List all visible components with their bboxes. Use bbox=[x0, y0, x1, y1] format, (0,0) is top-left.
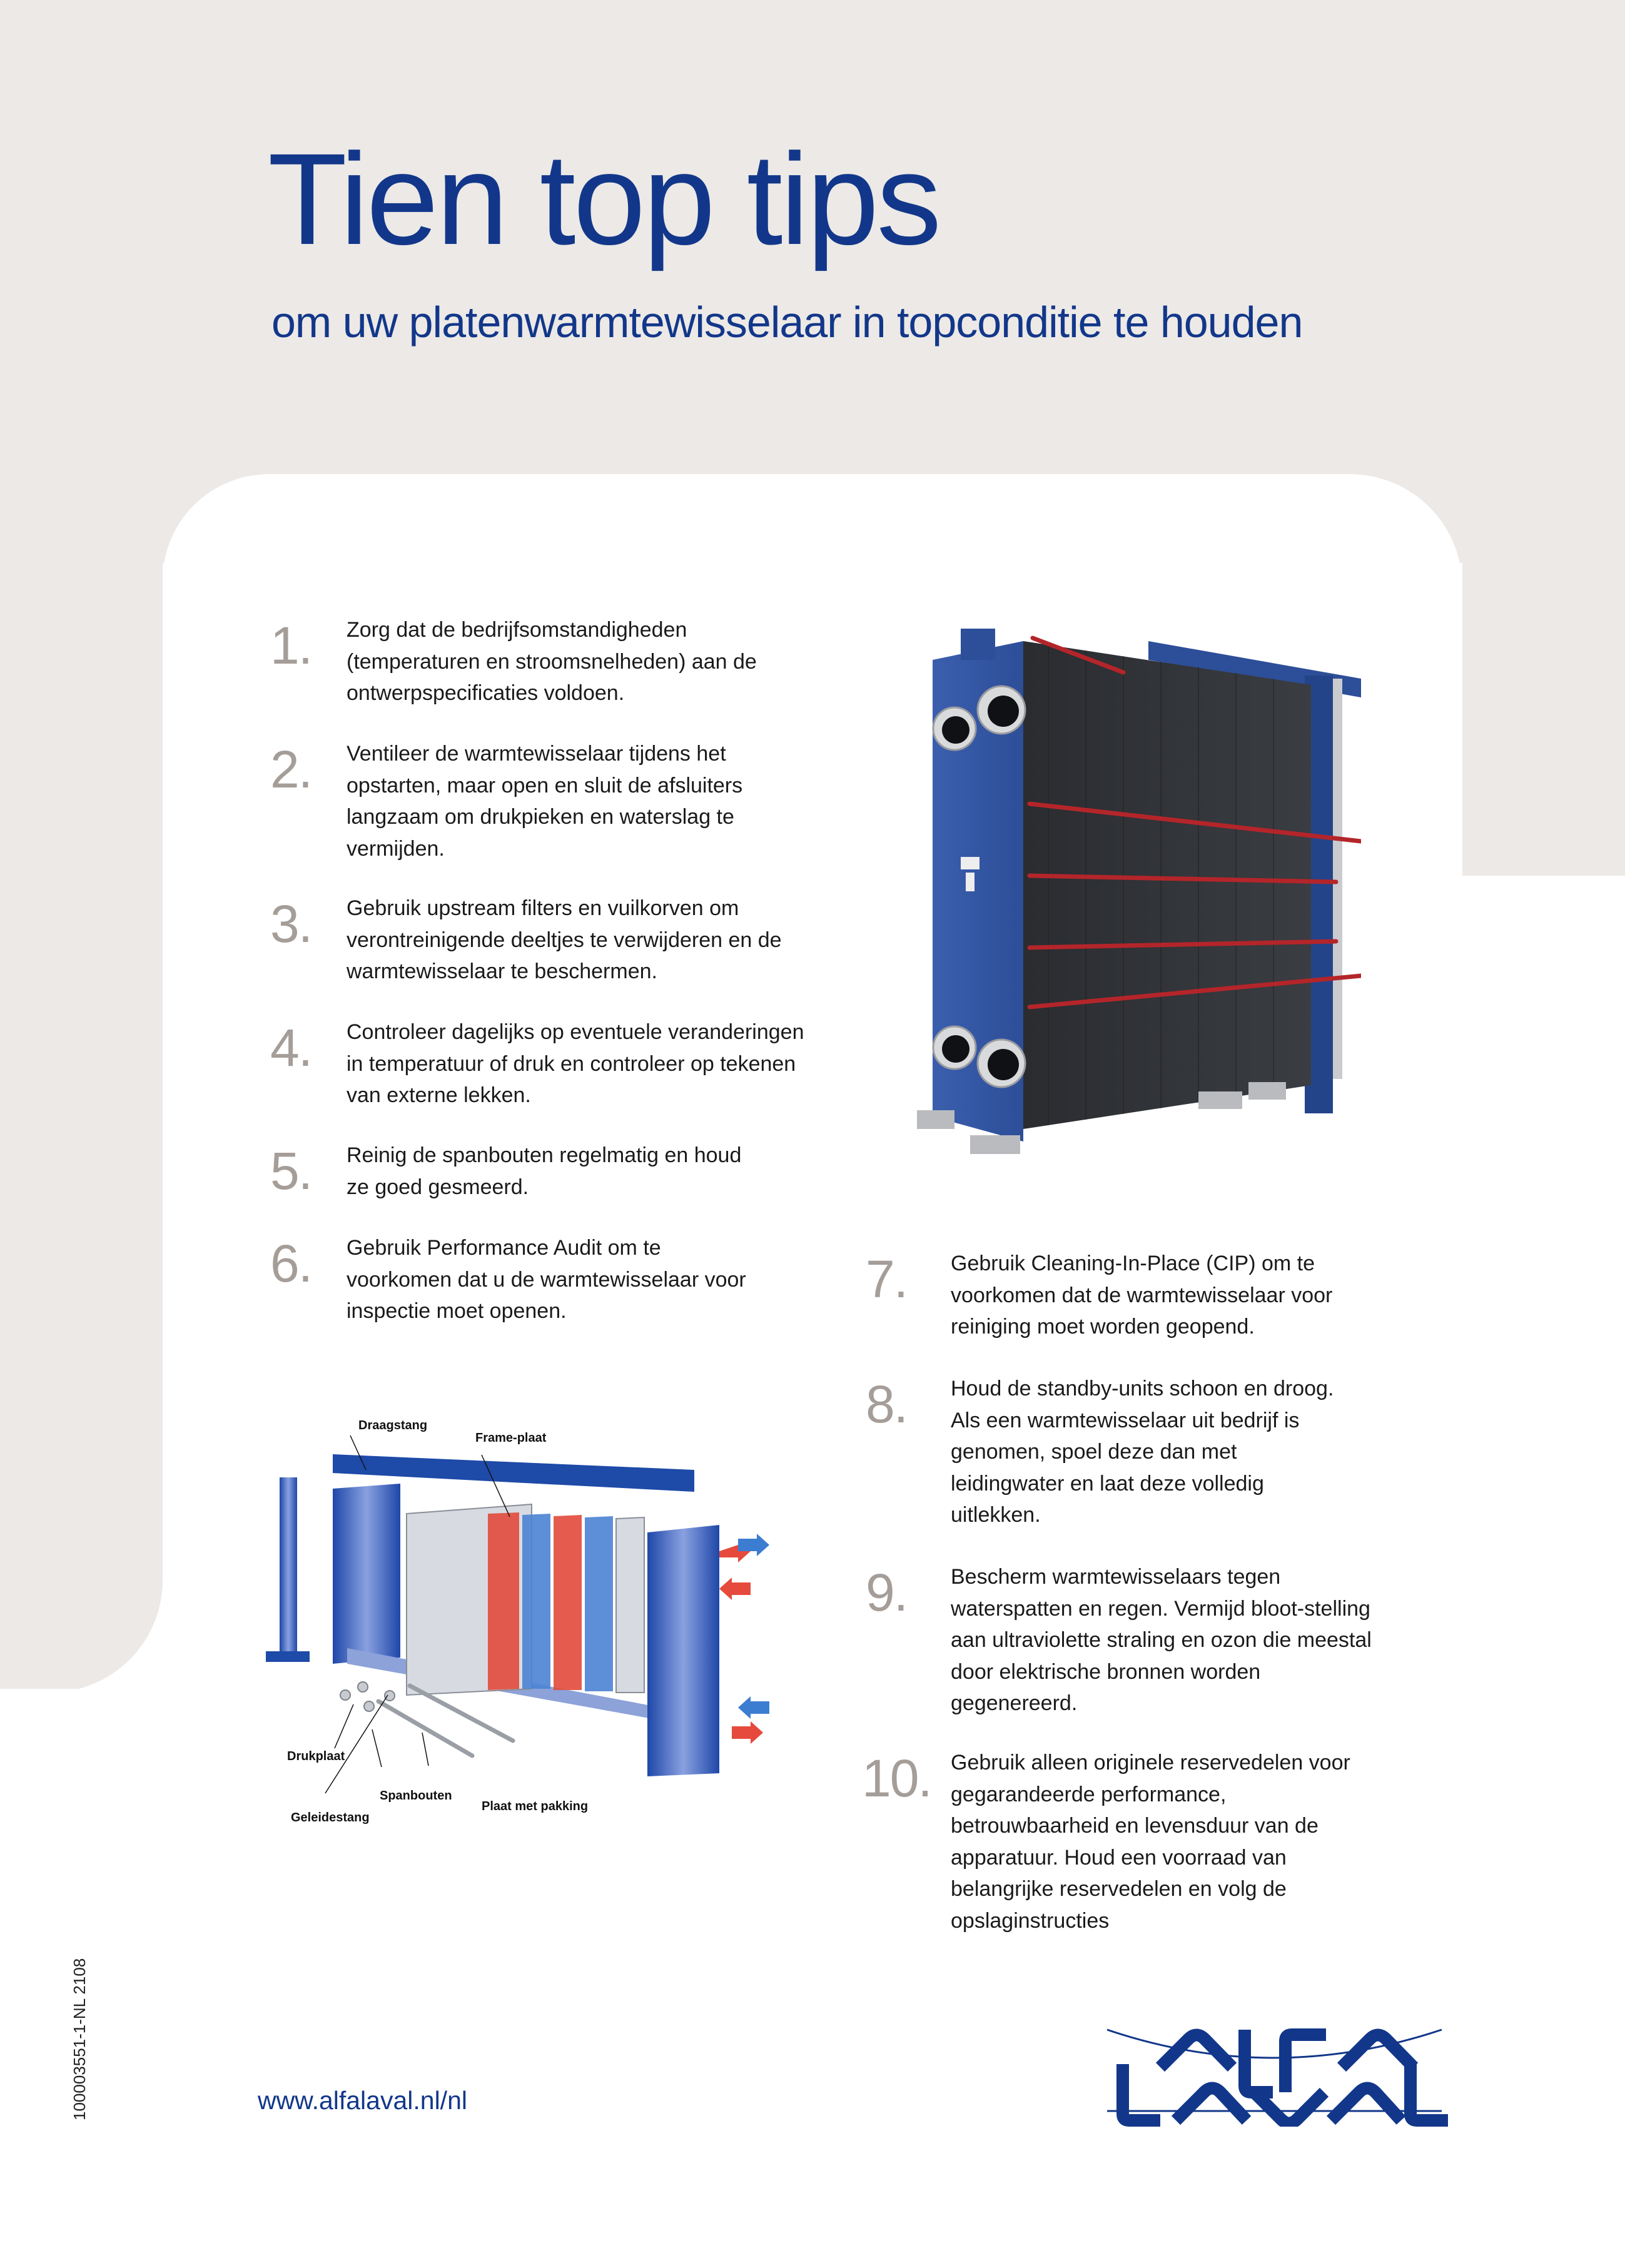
tip-number: 3. bbox=[270, 894, 312, 953]
tip-text: Ventileer de warmtewisselaar tijdens het opstarten, maar open en sluit de afsluiters langzaam om drukpieken en waterslag te vermijden. bbox=[347, 742, 743, 861]
label-frame-plaat: Frame-plaat bbox=[475, 1431, 547, 1445]
background-left-strip bbox=[0, 438, 163, 1693]
tip-5 bbox=[270, 1140, 747, 1203]
tip-text: Gebruik alleen originele reservedelen voor gegarandeerde performance, betrouwbaarheid en levensduur van de apparatuur. Houd een voorraad van belangrijke reservedelen en volg de opslaginstructies bbox=[951, 1751, 1350, 1933]
tip-number: 1. bbox=[270, 616, 312, 675]
tip-number: 10. bbox=[862, 1749, 931, 1808]
tip-text: Gebruik Cleaning-In-Place (CIP) om te voorkomen dat de warmtewisselaar voor reiniging moet worden geopend. bbox=[951, 1252, 1333, 1339]
tip-text: Bescherm warmtewisselaars tegen waterspatten en regen. Vermijd bloot-stelling aan ultraviolette straling en ozon die meestal door elektrische bronnen worden gegenereerd. bbox=[951, 1565, 1372, 1715]
tip-text: Gebruik Performance Audit om te voorkomen dat u de warmtewisselaar voor inspectie moet openen. bbox=[347, 1236, 746, 1323]
tip-number: 2. bbox=[270, 740, 312, 799]
alfa-laval-logo bbox=[1085, 1992, 1467, 2127]
label-drukplaat: Drukplaat bbox=[287, 1749, 345, 1763]
tip-number: 5. bbox=[270, 1142, 312, 1200]
tip-9 bbox=[866, 1561, 1389, 1719]
label-spanbouten: Spanbouten bbox=[380, 1789, 452, 1803]
heat-exchanger-photo bbox=[898, 616, 1361, 1160]
tip-text: Reinig de spanbouten regelmatig en houd ze goed gesmeerd. bbox=[347, 1143, 742, 1199]
page-title: Tien top tips bbox=[268, 127, 939, 272]
website-link[interactable]: www.alfalaval.nl/nl bbox=[258, 2086, 467, 2115]
content-card-extension-right bbox=[1462, 876, 1625, 2268]
tip-8 bbox=[866, 1373, 1351, 1531]
tip-7 bbox=[866, 1248, 1389, 1343]
label-geleidestang: Geleidestang bbox=[291, 1811, 370, 1825]
label-plaat-met-pakking: Plaat met pakking bbox=[482, 1800, 589, 1813]
tip-text: Controleer dagelijks op eventuele veranderingen in temperatuur of druk en controleer op tekenen van externe lekken. bbox=[347, 1020, 804, 1107]
tip-number: 4. bbox=[270, 1018, 312, 1077]
tip-number: 6. bbox=[270, 1234, 312, 1293]
tip-6 bbox=[270, 1232, 759, 1327]
label-draagstang: Draagstang bbox=[358, 1419, 428, 1432]
tip-2 bbox=[270, 738, 759, 864]
tip-1 bbox=[270, 614, 772, 709]
document-code: 100003551-1-NL 2108 bbox=[70, 1958, 89, 2120]
tip-3 bbox=[270, 893, 803, 988]
tip-number: 8. bbox=[866, 1375, 908, 1434]
tip-text: Gebruik upstream filters en vuilkorven om verontreinigende deeltjes te verwijderen en de warmtewisselaar te beschermen. bbox=[347, 896, 782, 983]
tip-text: Houd de standby-units schoon en droog. Als een warmtewisselaar uit bedrijf is genomen, spoel deze dan met leidingwater en laat deze volledig uitlekken. bbox=[951, 1377, 1334, 1527]
exploded-diagram bbox=[238, 1401, 788, 1825]
tip-10 bbox=[862, 1747, 1382, 1936]
tip-4 bbox=[270, 1016, 809, 1111]
tip-text: Zorg dat de bedrijfsomstandigheden (temperaturen en stroomsnelheden) aan de ontwerpspecificaties voldoen. bbox=[347, 618, 757, 705]
page-subtitle: om uw platenwarmtewisselaar in topconditie te houden bbox=[271, 298, 1303, 347]
tip-number: 9. bbox=[866, 1563, 908, 1622]
tip-number: 7. bbox=[866, 1250, 908, 1309]
